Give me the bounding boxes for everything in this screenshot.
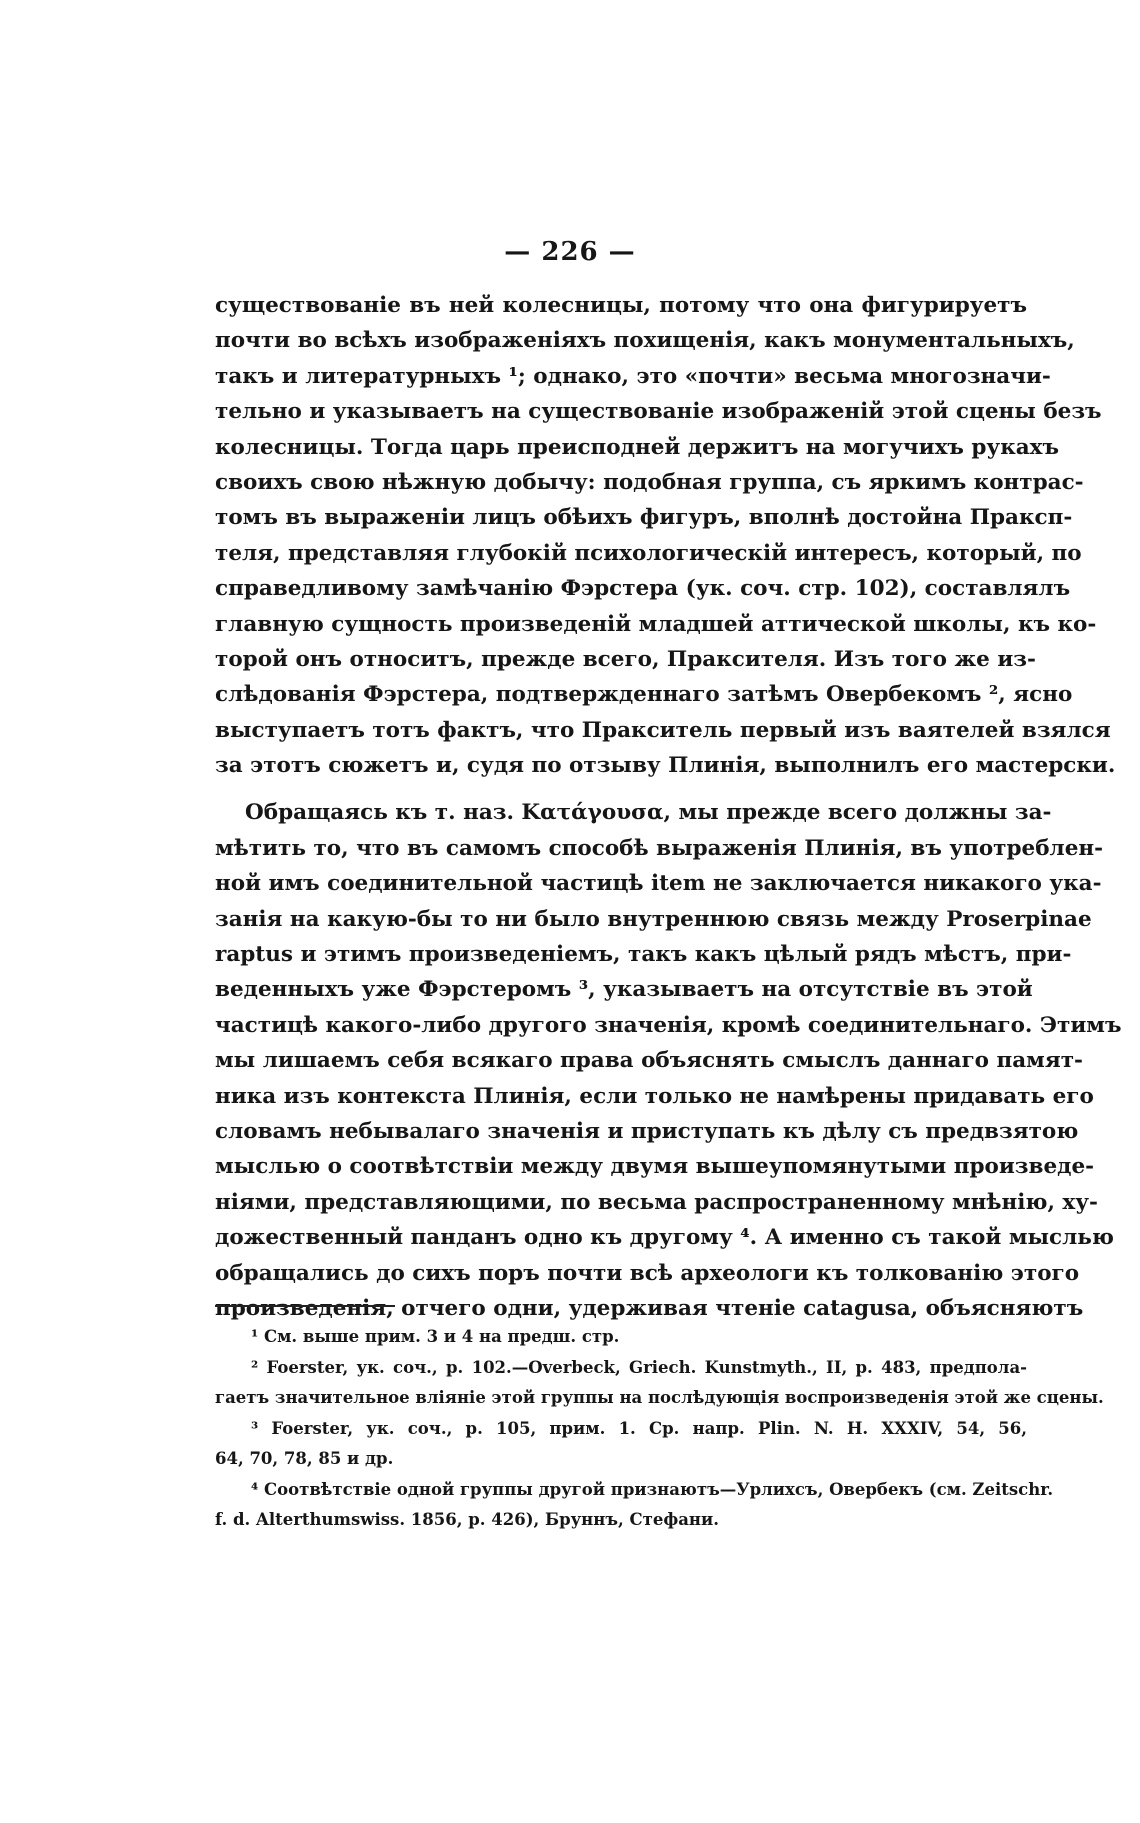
text-line: Обращаясь къ т. наз. Κατάγουσα, мы прежде всего должны за- [245, 800, 1052, 826]
text-line: почти во всѣхъ изображеніяхъ похищенія, какъ монументальныхъ, [215, 328, 1075, 354]
text-line: веденныхъ уже Фэрстеромъ ³, указываетъ на отсутствіе въ этой [215, 977, 1033, 1003]
text-line: выступаетъ тотъ фактъ, что Пракситель первый изъ ваятелей взялся [215, 717, 1111, 743]
text-line: ной имъ соединительной частицѣ item не заключается никакого ука- [215, 871, 1102, 897]
text-line: raptus и этимъ произведеніемъ, такъ какъ цѣлый рядъ мѣстъ, при- [215, 942, 1072, 968]
page-number: — 226 — [504, 237, 636, 267]
text-line: главную сущность произведеній младшей аттической школы, къ ко- [215, 611, 1097, 637]
text-line: существованіе въ ней колесницы, потому что она фигурируетъ [215, 293, 1027, 318]
text-line: дожественный панданъ одно къ другому ⁴. А именно съ такой мыслью [215, 1225, 1114, 1251]
text-line: колесницы. Тогда царь преисподней держитъ на могучихъ рукахъ [215, 434, 1059, 460]
text-line: своихъ свою нѣжную добычу: подобная группа, съ яркимъ контрас- [215, 469, 1084, 495]
text-line: теля, представляя глубокій психологическій интересъ, который, по [215, 540, 1082, 566]
text-line: ника изъ контекста Плинія, если только не намѣрены придавать его [215, 1083, 1094, 1109]
text-line: частицѣ какого-либо другого значенія, кромѣ соединительнаго. Этимъ [215, 1012, 1122, 1038]
text-line: словамъ небывалаго значенія и приступать къ дѣлу съ предвзятою [215, 1118, 1079, 1144]
text-line: ніями, представляющими, по весьма распространенному мнѣнію, ху- [215, 1189, 1098, 1215]
text-line: такъ и литературныхъ ¹; однако, это «почти» весьма многозначи- [215, 363, 1051, 389]
footnote-line: 64, 70, 78, 85 и др. [215, 1449, 394, 1468]
footnote-line: f. d. Alterthumswiss. 1856, p. 426), Бруннъ, Стефани. [215, 1510, 719, 1529]
text-line: мы лишаемъ себя всякаго права объяснять смыслъ даннаго памят- [215, 1048, 1083, 1074]
footnote-line: ⁴ Соотвѣтствіе одной группы другой признаютъ—Урлихсъ, Овербекъ (см. Zeitschr. [251, 1479, 1054, 1499]
text-line: обращались до сихъ поръ почти всѣ археологи къ толкованію этого [215, 1260, 1080, 1286]
text-line: томъ въ выраженіи лицъ обѣихъ фигуръ, вполнѣ достойна Праксп- [215, 505, 1073, 531]
body-text [215, 288, 1122, 1326]
paragraph-gap [215, 783, 1027, 795]
text-line: слѣдованія Фэрстера, подтвержденнаго затѣмъ Овербекомъ ², ясно [215, 682, 1073, 708]
footnote-line: гаетъ значительное вліяніе этой группы на послѣдующія воспроизведенія этой же сцены. [215, 1388, 1104, 1407]
text-line: за этотъ сюжетъ и, судя по отзыву Плинія, выполнилъ его мастерски. [215, 753, 1116, 779]
text-line: торой онъ относитъ, прежде всего, Праксителя. Изъ того же из- [215, 646, 1036, 672]
footnote-divider [215, 1305, 395, 1307]
text-line: произведенія, отчего одни, удерживая чтеніе catagusa, объясняютъ [215, 1295, 1084, 1321]
text-line: тельно и указываетъ на существованіе изображеній этой сцены безъ [215, 399, 1102, 425]
text-line: справедливому замѣчанію Фэрстера (ук. соч. стр. 102), составлялъ [215, 576, 1071, 602]
footnote-line: ³ Foerster, ук. соч., р. 105, прим. 1. Ср. напр. Plin. N. H. XXXIV, 54, 56, [251, 1418, 1027, 1438]
footnotes [215, 1322, 1104, 1536]
text-line: занія на какую-бы то ни было внутреннюю связь между Proserpinae [215, 906, 1092, 932]
text-line: мѣтить то, что въ самомъ способѣ выраженія Плинія, въ употреблен- [215, 835, 1104, 861]
text-line: мыслью о соотвѣтствіи между двумя вышеупомянутыми произведе- [215, 1154, 1095, 1180]
footnote-line: ¹ См. выше прим. 3 и 4 на предш. стр. [251, 1327, 620, 1346]
footnote-line: ² Foerster, ук. соч., p. 102.—Overbeck, Griech. Kunstmyth., II, p. 483, предпола- [251, 1357, 1027, 1377]
